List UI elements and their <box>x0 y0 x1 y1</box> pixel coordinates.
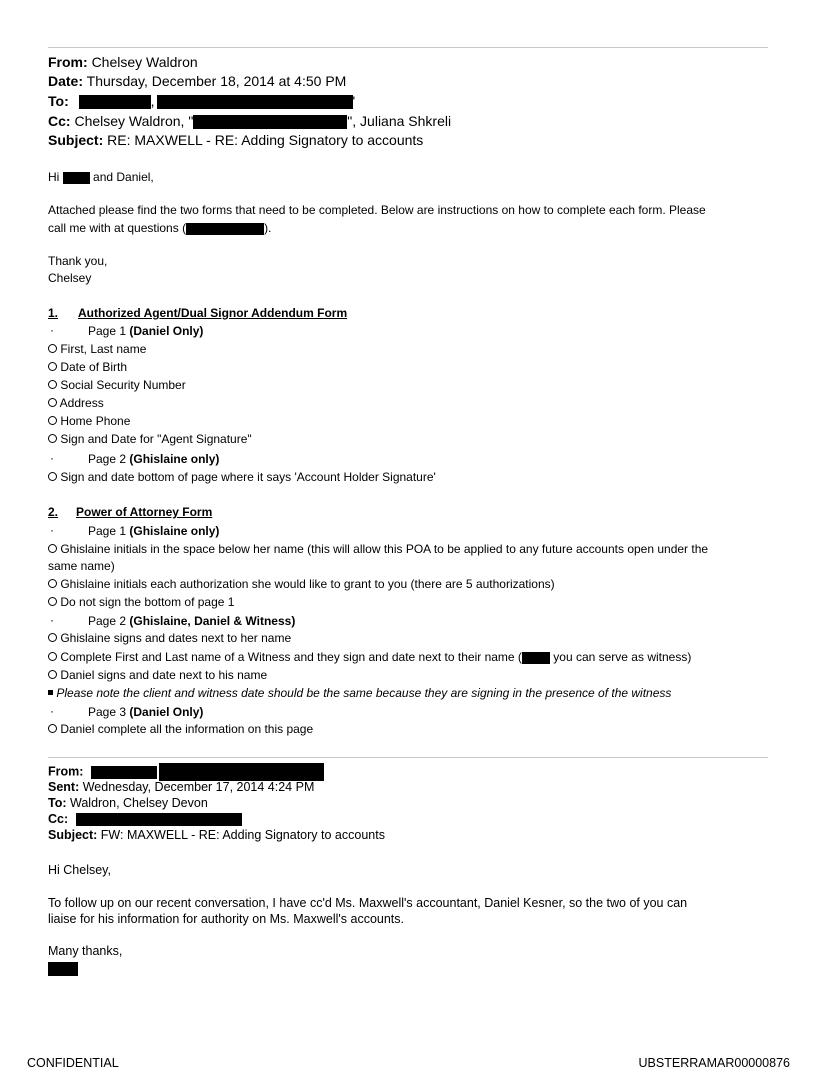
greeting-text: and Daniel, <box>93 170 154 184</box>
section2-heading <box>48 503 212 521</box>
list-item-text: Sign and Date for "Agent Signature" <box>60 432 252 446</box>
footer-confidential: CONFIDENTIAL <box>27 1056 119 1070</box>
email1-thanks: Thank you, <box>48 254 108 268</box>
email2-cc-label: Cc: <box>48 812 69 826</box>
section1-page1-line <box>88 322 203 340</box>
list-item-text: First, Last name <box>60 342 147 356</box>
email1-date-line <box>48 72 346 91</box>
redaction-box <box>48 962 78 976</box>
list-item <box>48 394 104 412</box>
redaction-box <box>79 95 151 109</box>
redaction-box <box>63 172 90 184</box>
small-bullet-icon: · <box>50 523 54 537</box>
email1-from-line <box>48 53 198 72</box>
email2-paragraph-line: liaise for his information for authority on Ms. Maxwell's accounts. <box>48 912 404 926</box>
page-label: Page 2 <box>88 614 127 628</box>
paragraph-text: call me with at questions ( <box>48 221 187 235</box>
circle-bullet-icon <box>48 544 57 553</box>
list-item <box>48 468 436 486</box>
list-item-continuation: same name) <box>48 559 115 573</box>
email1-date-label: Date: <box>48 73 84 89</box>
list-item <box>48 720 313 738</box>
email1-subject-line <box>48 131 423 150</box>
redaction-box <box>157 95 353 109</box>
circle-bullet-icon <box>48 362 57 371</box>
email1-cc-value-b: ", Juliana Shkreli <box>347 113 452 129</box>
section1-page2-line <box>88 450 219 468</box>
list-item-text: Home Phone <box>60 414 131 428</box>
small-bullet-icon: · <box>50 613 54 627</box>
list-item <box>48 376 186 394</box>
greeting-text: Hi <box>48 170 60 184</box>
email2-closing: Many thanks, <box>48 944 123 958</box>
email1-date-value: Thursday, December 18, 2014 at 4:50 PM <box>86 73 347 89</box>
email2-paragraph-line: To follow up on our recent conversation, I have cc'd Ms. Maxwell's accountant, Daniel Kesner, so the two of you can <box>48 896 688 910</box>
section2-page3-line <box>88 703 203 721</box>
circle-bullet-icon <box>48 398 57 407</box>
page-note: (Ghislaine, Daniel & Witness) <box>129 614 296 628</box>
email1-from-label: From: <box>48 54 88 70</box>
circle-bullet-icon <box>48 579 57 588</box>
email1-cc-line <box>48 112 451 131</box>
email1-cc-value-a: Chelsey Waldron, " <box>74 113 194 129</box>
email1-paragraph-line <box>48 219 271 237</box>
email1-to-quote: ' <box>352 93 356 109</box>
small-bullet-icon: · <box>50 451 54 465</box>
circle-bullet-icon <box>48 652 57 661</box>
list-item <box>48 412 130 430</box>
circle-bullet-icon <box>48 670 57 679</box>
page-note: (Daniel Only) <box>129 705 204 719</box>
list-item <box>48 430 252 448</box>
list-item <box>48 666 267 684</box>
list-item-text: Ghislaine signs and dates next to her name <box>60 631 292 645</box>
redaction-box <box>91 766 157 779</box>
section1-heading <box>48 304 347 322</box>
section2-page1-line <box>88 522 219 540</box>
circle-bullet-icon <box>48 633 57 642</box>
list-item-text: Social Security Number <box>60 378 186 392</box>
email1-to-comma: , <box>150 93 155 109</box>
list-item <box>48 648 691 666</box>
email2-sent-label: Sent: <box>48 780 80 794</box>
list-item-text: Daniel complete all the information on this page <box>60 722 314 736</box>
circle-bullet-icon <box>48 724 57 733</box>
circle-bullet-icon <box>48 597 57 606</box>
page-label: Page 3 <box>88 705 127 719</box>
email1-signature: Chelsey <box>48 271 92 285</box>
circle-bullet-icon <box>48 472 57 481</box>
list-item <box>48 540 708 558</box>
page-note: (Ghislaine only) <box>129 452 220 466</box>
email2-sent-value: Wednesday, December 17, 2014 4:24 PM <box>82 780 315 794</box>
email1-paragraph-line: Attached please find the two forms that need to be completed. Below are instructions on how to complete each form. Please <box>48 203 706 217</box>
email1-greeting <box>48 168 154 186</box>
page-note: (Ghislaine only) <box>129 524 220 538</box>
footer-bates-number: UBSTERRAMAR00000876 <box>638 1056 790 1070</box>
paragraph-text: ). <box>264 221 272 235</box>
redaction-box <box>186 223 264 235</box>
list-item-text: Daniel signs and date next to his name <box>60 668 268 682</box>
email2-to-line <box>48 795 208 811</box>
list-item-text: Ghislaine initials in the space below her name (this will allow this POA to be applied to any future accounts open under the <box>60 542 709 556</box>
section1-title: Authorized Agent/Dual Signor Addendum Form <box>78 306 348 320</box>
section2-title: Power of Attorney Form <box>76 505 213 519</box>
redaction-box <box>193 115 347 129</box>
circle-bullet-icon <box>48 380 57 389</box>
email2-greeting: Hi Chelsey, <box>48 863 111 877</box>
email2-sent-line <box>48 779 314 795</box>
list-item <box>48 358 127 376</box>
square-bullet-icon <box>48 690 53 695</box>
email2-to-label: To: <box>48 796 67 810</box>
email1-subject-value: RE: MAXWELL - RE: Adding Signatory to accounts <box>107 132 424 148</box>
list-item-text: Do not sign the bottom of page 1 <box>60 595 235 609</box>
list-item <box>48 629 291 647</box>
email2-subject-label: Subject: <box>48 828 98 842</box>
list-item <box>48 340 146 358</box>
email2-subject-value: FW: MAXWELL - RE: Adding Signatory to accounts <box>100 828 385 842</box>
redaction-box <box>522 652 550 664</box>
list-item-text: you can serve as witness) <box>553 650 692 664</box>
page-label: Page 2 <box>88 452 127 466</box>
list-item <box>48 593 234 611</box>
list-item-text: Ghislaine initials each authorization she would like to grant to you (there are 5 authorizations) <box>60 577 555 591</box>
list-item <box>48 575 555 593</box>
page-note: (Daniel Only) <box>129 324 204 338</box>
page-label: Page 1 <box>88 524 127 538</box>
email1-cc-label: Cc: <box>48 113 71 129</box>
email1-to-label: To: <box>48 93 69 109</box>
email1-subject-label: Subject: <box>48 132 104 148</box>
list-item-text: Address <box>59 396 104 410</box>
note-text: Please note the client and witness date should be the same because they are signing in the presence of the witness <box>56 686 672 700</box>
email-divider <box>48 757 768 758</box>
email2-cc-line <box>48 811 242 827</box>
circle-bullet-icon <box>48 434 57 443</box>
redaction-box <box>76 813 242 826</box>
list-item-text: Sign and date bottom of page where it says 'Account Holder Signature' <box>60 470 436 484</box>
circle-bullet-icon <box>48 344 57 353</box>
email1-to-line <box>48 92 355 111</box>
email2-to-value: Waldron, Chelsey Devon <box>70 796 208 810</box>
note-item <box>48 684 671 702</box>
email2-signature-redaction <box>48 960 78 978</box>
section1-number: 1. <box>48 306 59 320</box>
email1-from-value: Chelsey Waldron <box>91 54 198 70</box>
email2-subject-line <box>48 827 385 843</box>
section2-number: 2. <box>48 505 59 519</box>
email2-from-label: From: <box>48 764 84 779</box>
page-label: Page 1 <box>88 324 127 338</box>
small-bullet-icon: · <box>50 704 54 718</box>
list-item-text: Date of Birth <box>60 360 128 374</box>
top-divider <box>48 47 768 48</box>
section2-page2-line <box>88 612 295 630</box>
circle-bullet-icon <box>48 416 57 425</box>
small-bullet-icon: · <box>50 323 54 337</box>
list-item-text: Complete First and Last name of a Witness and they sign and date next to their name ( <box>60 650 522 664</box>
